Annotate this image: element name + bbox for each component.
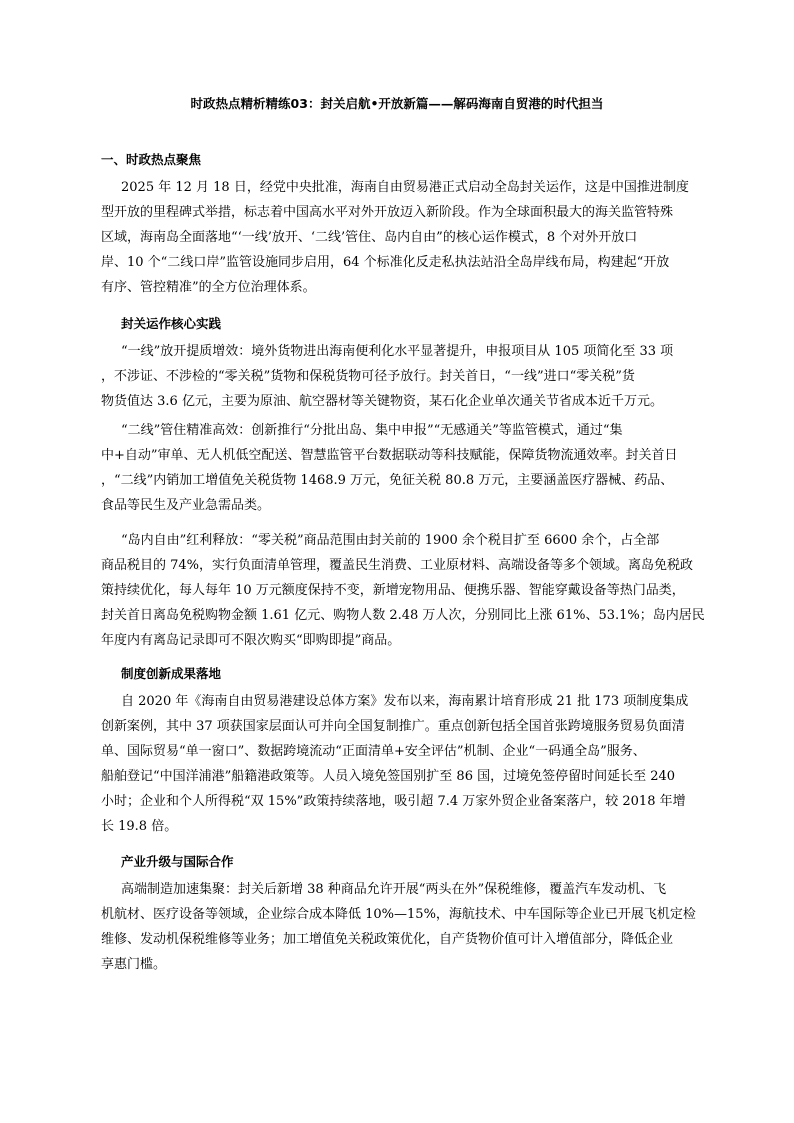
paragraph-line: “岛内自由”红利释放：“零关税”商品范围由封关前的 1900 余个税目扩至 6600 余个，占全部 <box>121 533 660 548</box>
paragraph-line: 食品等民生及产业急需品类。 <box>101 498 271 513</box>
paragraph-line: 自 2020 年《海南自由贸易港建设总体方案》发布以来，海南累计培育形成 21 批 173 项制度集成 <box>121 694 689 709</box>
paragraph-line: 机航材、医疗设备等领域，企业综合成本降低 10%—15%，海航技术、中车国际等企业已开展飞机定检 <box>101 907 696 922</box>
paragraph-line: 单、国际贸易“单一窗口”、数据跨境流动“正面清单+安全评估”机制、企业“一码通全岛”服务、 <box>101 744 646 759</box>
paragraph-line: 船舶登记“中国洋浦港”船籍港政策等。人员入境免签国别扩至 86 国，过境免签停留时间延长至 240 <box>101 769 676 784</box>
paragraph-line: 长 19.8 倍。 <box>101 819 178 834</box>
paragraph-line: 享惠门槛。 <box>101 957 167 972</box>
paragraph-line: 2025 年 12 月 18 日，经党中央批准，海南自由贸易港正式启动全岛封关运作，这是中国推进制度 <box>121 180 689 195</box>
subheading-institutional-innovation: 制度创新成果落地 <box>121 666 222 681</box>
paragraph-line: 年度内有离岛记录即可不限次购买“即购即提”商品。 <box>101 633 401 648</box>
paragraph-line: “一线”放开提质增效：境外货物进出海南便利化水平显著提升，申报项目从 105 项简化至 33 项 <box>121 344 674 359</box>
paragraph-industry-upgrade <box>101 877 721 977</box>
paragraph-island-freedom <box>101 528 721 653</box>
document-title: 时政热点精析精练03：封关启航•开放新篇——解码海南自贸港的时代担当 <box>190 96 604 111</box>
paragraph-line: 中+自动”审单、无人机低空配送、智慧监管平台数据联动等科技赋能，保障货物流通效率。封关首日 <box>101 448 678 463</box>
paragraph-line: 小时；企业和个人所得税“双 15%”政策持续落地，吸引超 7.4 万家外贸企业备案落户，较 2018 年增 <box>101 794 686 809</box>
paragraph-line: 策持续优化，每人每年 10 万元额度保持不变，新增宠物用品、便携乐器、智能穿戴设备等热门品类， <box>101 583 685 598</box>
paragraph-line: 型开放的里程碑式举措，标志着中国高水平对外开放迈入新阶段。作为全球面积最大的海关监管特殊 <box>101 205 674 220</box>
paragraph-line: 维修、发动机保税维修等业务；加工增值免关税政策优化，自产货物价值可计入增值部分，降低企业 <box>101 932 674 947</box>
subheading-industry-upgrade: 产业升级与国际合作 <box>121 854 234 869</box>
intro-paragraph <box>101 175 721 300</box>
subheading-core-practice: 封关运作核心实践 <box>121 316 222 331</box>
paragraph-line: 物货值达 3.6 亿元，主要为原油、航空器材等关键物资，某石化企业单次通关节省成本近千万元。 <box>101 394 663 409</box>
paragraph-line: 商品税目的 74%，实行负面清单管理，覆盖民生消费、工业原材料、高端设备等多个领域。离岛免税政 <box>101 558 694 573</box>
paragraph-line: “二线”管住精准高效：创新推行“分批出岛、集中申报”“无感通关”等监管模式，通过“集 <box>121 423 623 438</box>
paragraph-line: 有序、管控精准”的全方位治理体系。 <box>101 280 316 295</box>
paragraph-line: 区域，海南岛全面落地“‘一线’放开、‘二线’管住、岛内自由”的核心运作模式，8 个对外开放口 <box>101 230 638 245</box>
section-heading-hotspot-focus: 一、时政热点聚焦 <box>101 152 202 167</box>
paragraph-line: 岸、10 个“二线口岸”监管设施同步启用，64 个标准化反走私执法站沿全岛岸线布局，构建起“开放 <box>101 255 670 270</box>
paragraph-line: ，“二线”内销加工增值免关税货物 1468.9 万元，免征关税 80.8 万元，主要涵盖医疗器械、药品、 <box>101 473 674 488</box>
paragraph-line: 创新案例，其中 37 项获国家层面认可并向全国复制推广。重点创新包括全国首张跨境服务贸易负面清 <box>101 719 685 734</box>
paragraph-second-line <box>101 418 721 518</box>
paragraph-line: 高端制造加速集聚：封关后新增 38 种商品允许开展“两头在外”保税维修，覆盖汽车发动机、飞 <box>121 882 667 897</box>
paragraph-institutional-innovation <box>101 689 721 839</box>
paragraph-first-line <box>101 339 721 414</box>
paragraph-line: ，不涉证、不涉检的“零关税”货物和保税货物可径予放行。封关首日，“一线”进口“零关税”货 <box>101 369 635 384</box>
paragraph-line: 封关首日离岛免税购物金额 1.61 亿元、购物人数 2.48 万人次，分别同比上涨 61%、53.1%；岛内居民 <box>101 608 705 623</box>
